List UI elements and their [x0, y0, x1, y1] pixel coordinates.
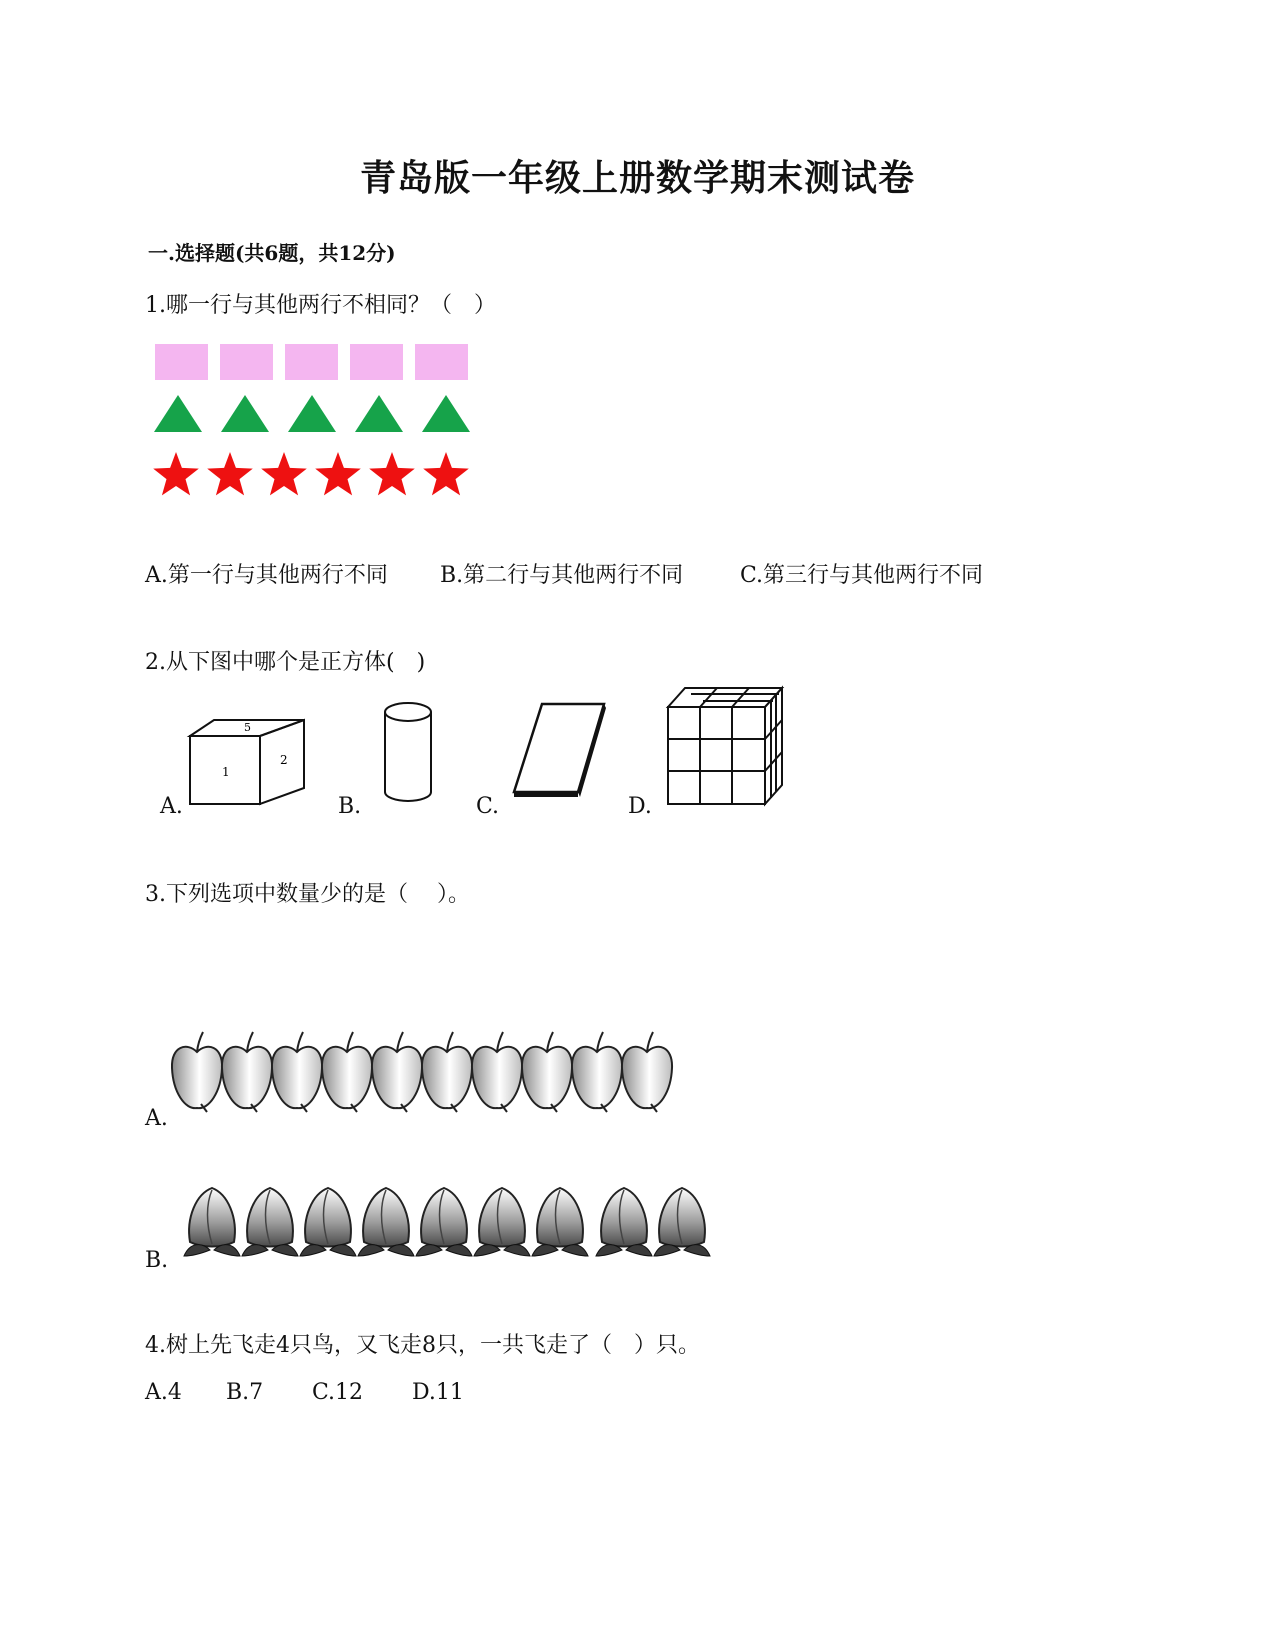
section-heading: 一.选择题(共6题，共12分)	[148, 241, 396, 265]
star-shape	[315, 452, 361, 495]
apple-icon	[272, 1032, 322, 1112]
question-2-option-b: B.	[338, 794, 362, 819]
question-3-option-a: A.	[145, 1106, 168, 1131]
triangle-shape	[355, 395, 403, 432]
question-2-option-c: C.	[476, 794, 500, 819]
star-shape	[423, 452, 469, 495]
question-4-option-a: A.4	[145, 1380, 182, 1405]
apple-icon	[322, 1032, 372, 1112]
question-3-option-b: B.	[145, 1248, 169, 1273]
star-shape	[153, 452, 199, 495]
rectangle-shape	[350, 344, 403, 380]
question-4-option-d: D.11	[412, 1380, 464, 1405]
cube-front-label: 1	[222, 765, 230, 779]
question-2-option-a: A.	[160, 794, 183, 819]
peach-icon	[300, 1188, 356, 1256]
rubik-cube-icon	[665, 685, 790, 810]
apple-icon	[572, 1032, 622, 1112]
apple-icon	[422, 1032, 472, 1112]
triangle-shape	[221, 395, 269, 432]
star-shape	[369, 452, 415, 495]
question-2-text: 2.从下图中哪个是正方体( )	[145, 650, 426, 675]
apple-icon	[372, 1032, 422, 1112]
page-title: 青岛版一年级上册数学期末测试卷	[359, 157, 915, 199]
rectangle-shape	[415, 344, 468, 380]
question-1-figure	[150, 340, 480, 510]
question-2-option-d: D.	[628, 794, 652, 819]
triangle-shape	[288, 395, 336, 432]
question-3-text: 3.下列选项中数量少的是（ ）。	[145, 882, 470, 907]
apple-icon	[522, 1032, 572, 1112]
peach-icon	[242, 1188, 298, 1256]
peach-icon	[596, 1188, 652, 1256]
triangle-shape	[422, 395, 470, 432]
cube-top-label: 5	[244, 721, 251, 734]
star-shape	[207, 452, 253, 495]
peaches-row	[184, 1184, 724, 1264]
apple-icon	[222, 1032, 272, 1112]
apple-icon	[622, 1032, 672, 1112]
rectangle-shape	[220, 344, 273, 380]
cuboid-icon	[512, 700, 608, 800]
question-4-option-c: C.12	[312, 1380, 364, 1405]
peach-icon	[474, 1188, 530, 1256]
cube-icon	[188, 718, 308, 806]
cylinder-icon	[382, 700, 434, 804]
apple-icon	[172, 1032, 222, 1112]
question-1-text: 1.哪一行与其他两行不相同？（ ）	[145, 293, 496, 318]
apples-row	[170, 1030, 680, 1116]
peach-icon	[358, 1188, 414, 1256]
peach-icon	[654, 1188, 710, 1256]
peach-icon	[184, 1188, 240, 1256]
peach-icon	[416, 1188, 472, 1256]
question-1-option-b: B.第二行与其他两行不同	[440, 563, 684, 588]
question-1-option-c: C.第三行与其他两行不同	[740, 563, 984, 588]
peach-icon	[532, 1188, 588, 1256]
rectangle-shape	[155, 344, 208, 380]
rectangle-shape	[285, 344, 338, 380]
question-4-option-b: B.7	[226, 1380, 264, 1405]
question-1-option-a: A.第一行与其他两行不同	[145, 563, 388, 588]
question-4-text: 4.树上先飞走4只鸟，又飞走8只，一共飞走了（ ）只。	[145, 1333, 700, 1358]
cube-side-label: 2	[280, 753, 288, 767]
star-shape	[261, 452, 307, 495]
apple-icon	[472, 1032, 522, 1112]
triangle-shape	[154, 395, 202, 432]
